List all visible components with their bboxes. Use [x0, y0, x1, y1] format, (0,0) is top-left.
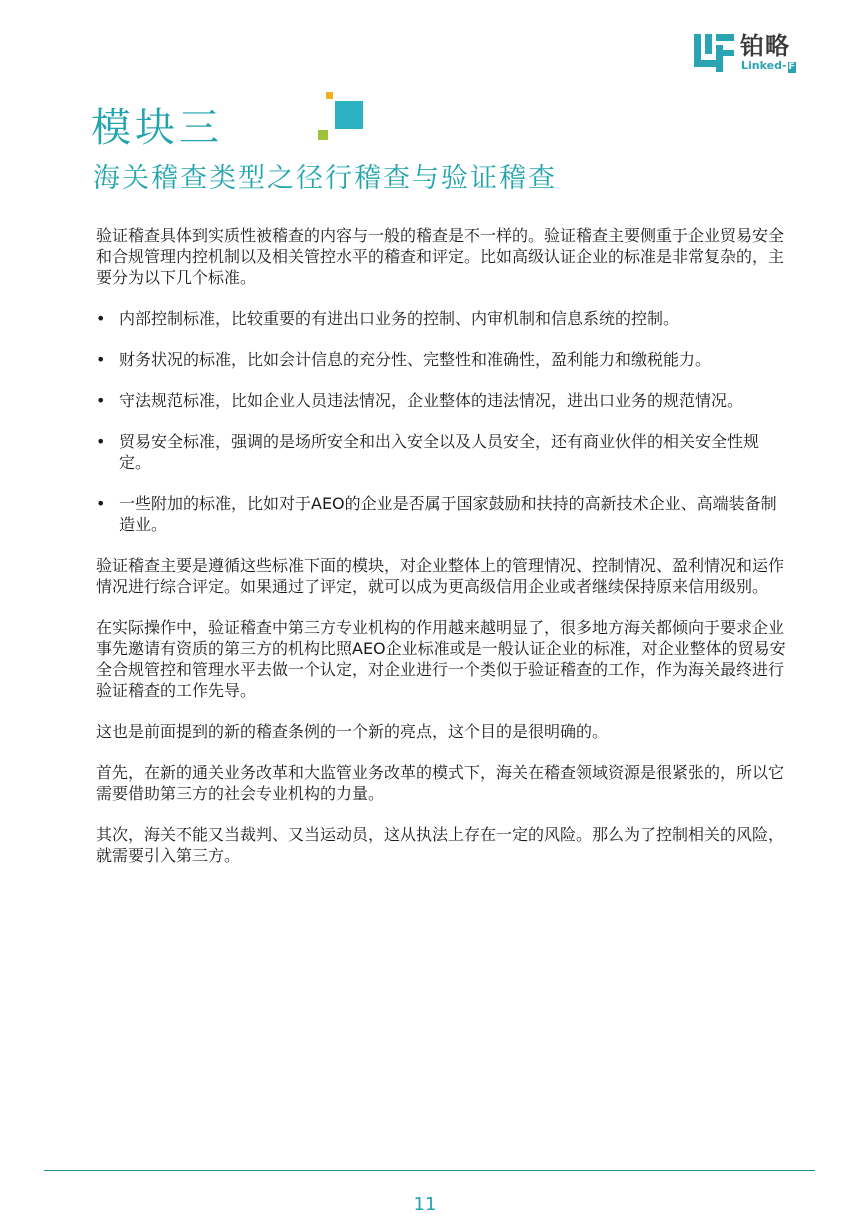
body-paragraph: 首先，在新的通关业务改革和大监管业务改革的模式下，海关在稽查领域资源是很紧张的，所以它需要借助第三方的社会专业机构的力量。	[96, 763, 785, 803]
list-item: • 内部控制标准，比较重要的有进出口业务的控制、内审机制和信息系统的控制。	[96, 309, 680, 328]
bullet-icon: •	[96, 494, 106, 513]
logo-english-text: Linked- F	[741, 59, 795, 72]
company-logo	[694, 32, 814, 76]
main-content	[96, 225, 786, 886]
list-item: • 一些附加的标准，比如对于AEO的企业是否属于国家鼓励和扶持的高新技术企业、高端装备制造业。	[96, 494, 777, 534]
logo-mark-icon	[694, 34, 734, 72]
body-paragraph: 验证稽查主要是遵循这些标准下面的模块，对企业整体上的管理情况、控制情况、盈利情况和运作情况进行综合评定。如果通过了评定，就可以成为更高级信用企业或者继续保持原来信用级别。	[96, 556, 785, 596]
body-paragraph: 这也是前面提到的新的稽查条例的一个新的亮点，这个目的是很明确的。	[96, 722, 609, 741]
body-paragraph: 在实际操作中，验证稽查中第三方专业机构的作用越来越明显了，很多地方海关都倾向于要求企业事先邀请有资质的第三方的机构比照AEO企业标准或是一般认证企业的标准，对企业整体的贸易安全合规管控和管理水平去做一个认定，对企业进行一个类似于验证稽查的工作，作为海关最终进行验证稽查的工作先导。	[96, 618, 786, 700]
list-item: • 贸易安全标准，强调的是场所安全和出入安全以及人员安全，还有商业伙伴的相关安全性规定。	[96, 432, 760, 472]
page-subtitle: 海关稽查类型之径行稽查与验证稽查	[93, 163, 557, 194]
deco-square-small	[326, 92, 333, 99]
decorative-squares	[318, 92, 364, 142]
footer-divider	[44, 1170, 815, 1171]
bullet-icon: •	[96, 350, 106, 369]
bullet-icon: •	[96, 391, 106, 410]
deco-square-large	[335, 101, 363, 129]
list-item: • 财务状况的标准，比如会计信息的充分性、完整性和准确性，盈利能力和缴税能力。	[96, 350, 712, 369]
deco-square-green	[318, 130, 328, 140]
page-number: 11	[413, 1194, 437, 1215]
standards-list	[96, 308, 786, 535]
bullet-icon: •	[96, 432, 106, 451]
list-item: • 守法规范标准，比如企业人员违法情况，企业整体的违法情况，进出口业务的规范情况。	[96, 391, 744, 410]
page-title: 模块三	[91, 105, 223, 151]
body-paragraph: 其次，海关不能又当裁判、又当运动员，这从执法上存在一定的风险。那么为了控制相关的风险，就需要引入第三方。	[96, 825, 785, 865]
bullet-icon: •	[96, 309, 106, 328]
logo-chinese-text: 铂略	[740, 32, 790, 60]
intro-paragraph: 验证稽查具体到实质性被稽查的内容与一般的稽查是不一样的。验证稽查主要侧重于企业贸易安全和合规管理内控机制以及相关管控水平的稽查和评定。比如高级认证企业的标准是非常复杂的，主要分为以下几个标准。	[96, 226, 785, 287]
